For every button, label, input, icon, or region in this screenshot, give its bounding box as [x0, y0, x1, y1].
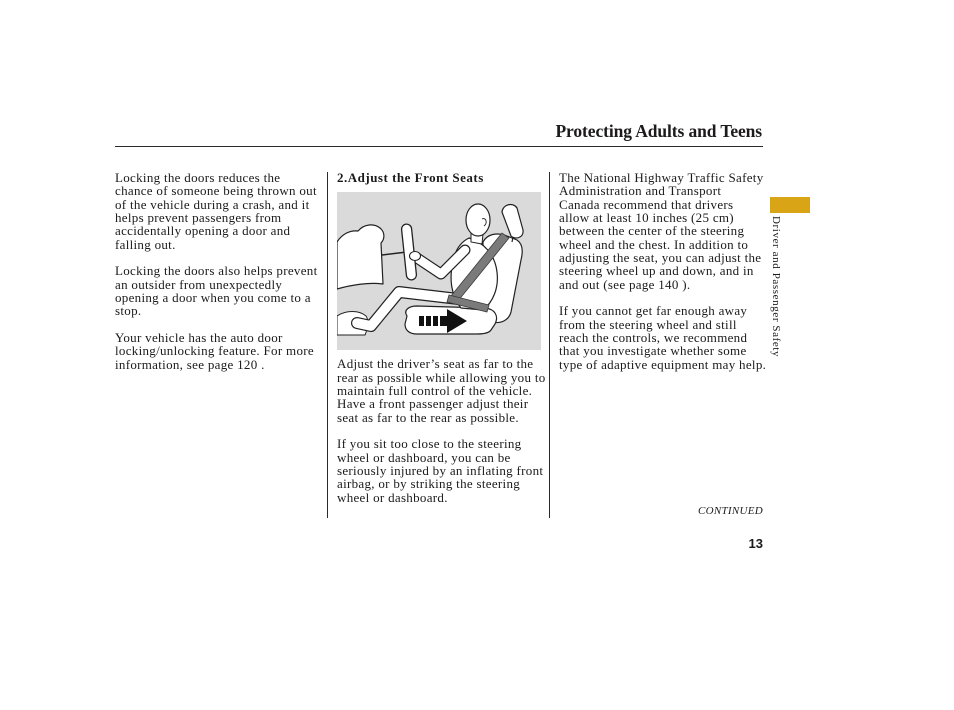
driver-hand: [410, 251, 421, 260]
paragraph-text: .: [257, 356, 265, 372]
paragraph-text: ).: [678, 276, 691, 292]
paragraph-adaptive-equipment: If you cannot get far enough away from the steering wheel and still reach the controls, we recommend that you investigate whether some type of adaptive equipment may help.: [559, 303, 767, 372]
column-divider-left: [327, 172, 328, 518]
side-tab-label: Driver and Passenger Safety: [770, 216, 782, 358]
arrow-dash: [426, 316, 431, 326]
column-divider-right: [549, 172, 550, 518]
paragraph-seat-position: Adjust the driver’s seat as far to the rear as possible while allowing you to maintain full control of the vehicle. Have a front passenger adjust their seat as far to the rear as possible.: [337, 356, 546, 425]
paragraph-door-locking-crash: Locking the doors reduces the chance of someone being thrown out of the vehicle during a crash, and it helps prevent passengers from accidentally opening a door and falling out.: [115, 170, 317, 252]
page-number: 13: [748, 536, 763, 551]
section-heading: 2.Adjust the Front Seats: [337, 170, 484, 185]
paragraph-airbag-warning: If you sit too close to the steering wheel or dashboard, you can be seriously injured by an inflating front airbag, or by striking the steering wheel or dashboard.: [337, 436, 544, 505]
arrow-dash: [433, 316, 438, 326]
paragraph-door-locking-outsider: Locking the doors also helps prevent an outsider from unexpectedly opening a door when you come to a stop.: [115, 263, 318, 319]
header-rule: [115, 146, 763, 147]
left-column: [115, 171, 321, 385]
side-tab: [770, 197, 810, 213]
right-column: [559, 171, 765, 385]
driver-head: [466, 204, 490, 236]
seat-adjustment-illustration: [337, 192, 541, 350]
page-title: Protecting Adults and Teens: [555, 121, 762, 141]
middle-column: [337, 170, 546, 517]
paragraph-auto-door-locking: [115, 331, 321, 371]
arrow-dash: [419, 316, 424, 326]
page-link-140[interactable]: 140: [658, 276, 679, 292]
middle-column-text: [337, 356, 546, 505]
page-link-120[interactable]: 120: [237, 356, 258, 372]
paragraph-text: The National Highway Traffic Safety Administration and Transport Canada recommend that drivers allow at least 10 inches (25 cm) between the center of the steering wheel and the chest. In addition to adjusting the seat, you can adjust the steering wheel up and down, and in and out (see page: [559, 170, 764, 292]
paragraph-text: Your vehicle has the auto door locking/unlocking feature. For more information, see page: [115, 330, 314, 372]
continued-label: CONTINUED: [697, 505, 763, 517]
dashboard: [337, 225, 384, 289]
paragraph-nhtsa-recommendation: [559, 171, 765, 291]
